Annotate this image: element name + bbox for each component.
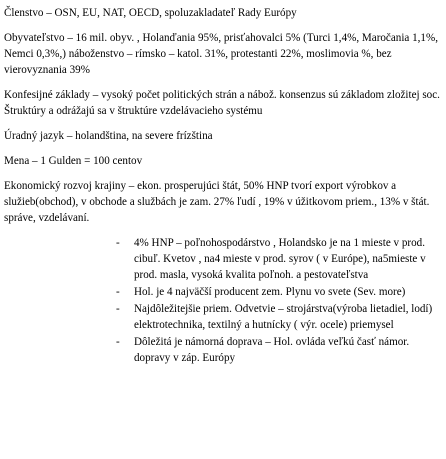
bullet-gas: - Hol. je 4 najväčší producent zem. Plynu vo svete (Sev. more): [116, 284, 440, 300]
paragraph-language: Úradný jazyk – holandština, na severe frízština: [4, 130, 213, 142]
bullet-industry: - Najdôležitejšie priem. Odvetvie – strojárstva(výroba lietadiel, lodí) elektrotechnika, textilný a hutnícky ( výr. ocele) priemysel: [116, 301, 440, 333]
paragraph-population: Obyvateľstvo – 16 mil. obyv. , Holanďania 95%, prisťahovalci 5% (Turci 1,4%, Maročania 1,1%, Nemci 0,3%,) náboženstvo – rímsko – katol. 31%, protestanti 22%, moslimovia %, bez vierovyznania 39%: [4, 32, 438, 76]
economy-bullet-list: [4, 235, 440, 366]
document-body: [4, 0, 440, 367]
paragraph-currency: Mena – 1 Gulden = 100 centov: [4, 155, 143, 167]
paragraph-economy: Ekonomický rozvoj krajiny – ekon. prosperujúci štát, 50% HNP tvorí export výrobkov a služieb(obchod), v obchode a službách je zam. 27% ľudí , 19% v úžitkovom priem., 13% v štát. správe, vzdelávaní.: [4, 180, 430, 224]
paragraph-confessional: Konfesijné základy – vysoký počet politických strán a nábož. konsenzus sú základom zložitej soc. Štruktúry a odrážajú sa v štruktúre vzdelávacieho systému: [4, 89, 440, 117]
bullet-shipping: - Dôležitá je námorná doprava – Hol. ovláda veľkú časť námor. dopravy v záp. Európy: [116, 334, 440, 366]
bullet-agriculture: - 4% HNP – poľnohospodárstvo , Holandsko je na 1 mieste v prod. cibuľ. Kvetov , na4 mieste v prod. syrov ( v Európe), na5mieste v prod. masla, vysoká kvalita poľnoh. a pestovateľstva: [116, 235, 440, 283]
paragraph-membership: Členstvo – OSN, EU, NAT, OECD, spoluzakladateľ Rady Európy: [4, 7, 297, 19]
